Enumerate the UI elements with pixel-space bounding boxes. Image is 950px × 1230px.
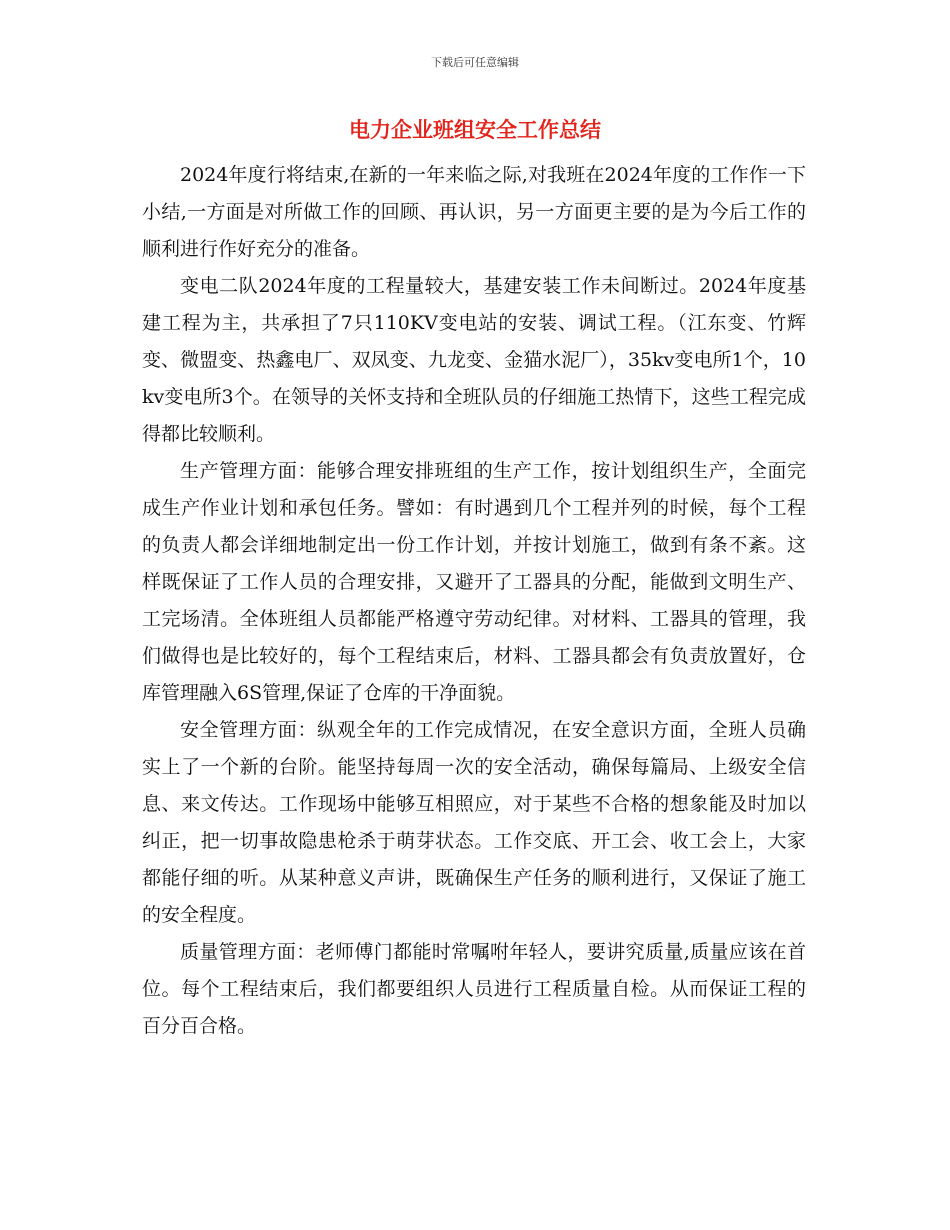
document-body <box>142 157 806 1045</box>
paragraph-production-management: 生产管理方面：能够合理安排班组的生产工作，按计划组织生产，全面完成生产作业计划和承包任务。譬如：有时遇到几个工程并列的时候，每个工程的负责人都会详细地制定出一份工作计划，并按计划施工，做到有条不紊。这样既保证了工作人员的合理安排，又避开了工器具的分配，能做到文明生产、工完场清。全体班组人员都能严格遵守劳动纪律。对材料、工器具的管理，我们做得也是比较好的，每个工程结束后，材料、工器具都会有负责放置好，仓库管理融入6S管理,保证了仓库的干净面貌。 <box>142 460 806 704</box>
paragraph-safety-management: 安全管理方面：纵观全年的工作完成情况，在安全意识方面，全班人员确实上了一个新的台阶。能坚持每周一次的安全活动，确保每篇局、上级安全信息、来文传达。工作现场中能够互相照应，对于某些不合格的想象能及时加以纠正，把一切事故隐患枪杀于萌芽状态。工作交底、开工会、收工会上，大家都能仔细的听。从某种意义声讲，既确保生产任务的顺利进行，又保证了施工的安全程度。 <box>142 719 806 926</box>
paragraph-quality-management: 质量管理方面：老师傅门都能时常嘱咐年轻人，要讲究质量,质量应该在首位。每个工程结束后，我们都要组织人员进行工程质量自检。从而保证工程的百分百合格。 <box>142 941 806 1037</box>
paragraph-intro: 2024年度行将结束,在新的一年来临之际,对我班在2024年度的工作作一下小结,一方面是对所做工作的回顾、再认识，另一方面更主要的是为今后工作的顺利进行作好充分的准备。 <box>142 164 806 260</box>
document-title: 电力企业班组安全工作总结 <box>349 118 601 142</box>
header-note: 下载后可任意编辑 <box>431 56 519 69</box>
paragraph-workload: 变电二队2024年度的工程量较大，基建安装工作未间断过。2024年度基建工程为主，共承担了7只110KV变电站的安装、调试工程。（江东变、竹辉变、微盟变、热鑫电厂、双凤变、九龙变、金猫水泥厂），35kv变电所1个，10kv变电所3个。在领导的关怀支持和全班队员的仔细施工热情下，这些工程完成得都比较顺利。 <box>142 275 806 445</box>
